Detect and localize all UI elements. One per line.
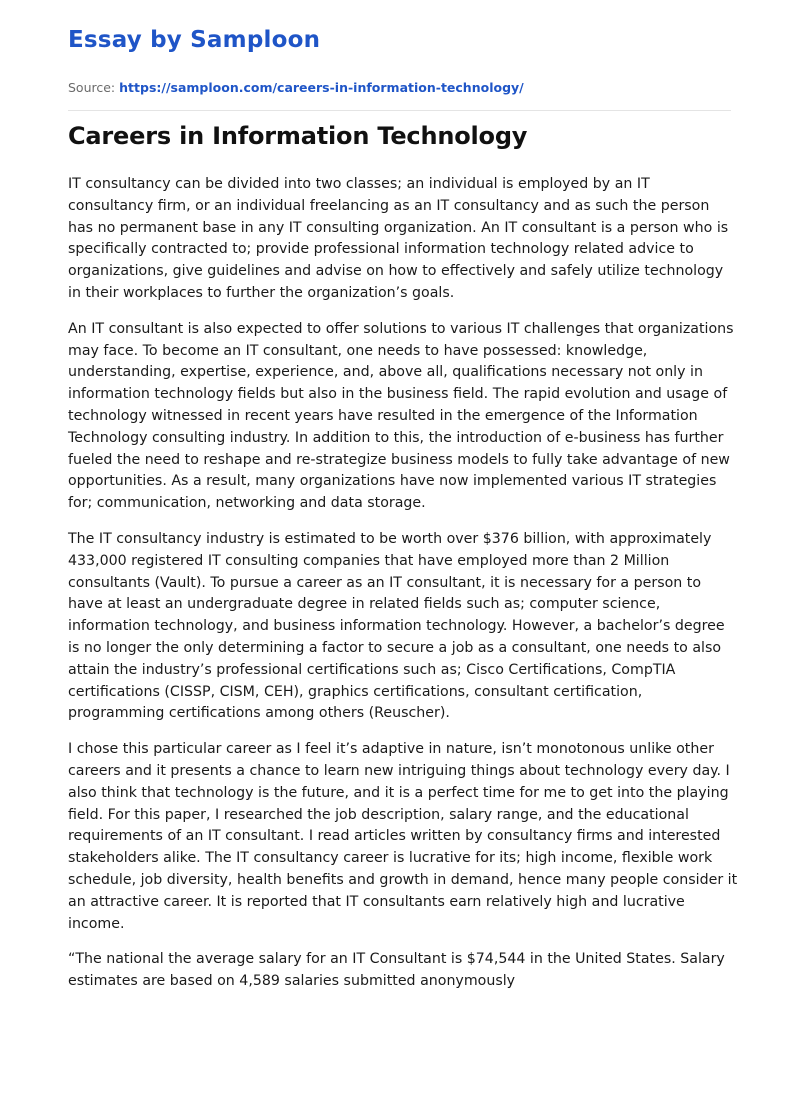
site-brand[interactable]: Essay by Samploon [68,27,321,53]
essay-paragraph: The IT consultancy industry is estimated to be worth over $376 billion, with approximately 433,000 registered IT consulting companies that have employed more than 2 Million consultants (Vault). To pursue a career as an IT consultant, it is necessary for a person to have at least an undergraduate degree in related fields such as; computer science, information technology, and business information technology. However, a bachelor’s degree is no longer the only determining a factor to secure a job as a consultant, one needs to also attain the industry’s professional certifications such as; Cisco Certifications, CompTIA certifications (CISSP, CISM, CEH), graphics certifications, consultant certification, programming certifications among others (Reuscher). [68,530,725,722]
essay-paragraph: IT consultancy can be divided into two classes; an individual is employed by an IT consultancy firm, or an individual freelancing as an IT consultancy and as such the person has no permanent base in any IT consulting organization. An IT consultant is a person who is specifically contracted to; provide professional information technology related advice to organizations, give guidelines and advise on how to effectively and safely utilize technology in their workplaces to further the organization’s goals. [68,176,729,301]
essay-body [68,174,738,993]
source-link[interactable]: https://samploon.com/careers-in-information-technology/ [119,80,524,95]
essay-paragraph: I chose this particular career as I feel it’s adaptive in nature, isn’t monotonous unlike other careers and it presents a chance to learn new intriguing things about technology every day. I also think that technology is the future, and it is a perfect time for me to get into the playing field. For this paper, I researched the job description, salary range, and the educational requirements of an IT consultant. I read articles written by consultancy firms and interested stakeholders alike. The IT consultancy career is lucrative for its; high income, flexible work schedule, job diversity, health benefits and growth in demand, hence many people consider it an attractive career. It is reported that IT consultants earn relatively high and lucrative income. [68,741,738,932]
source-line [68,80,524,95]
source-label: Source: [68,80,116,95]
essay-paragraph: An IT consultant is also expected to offer solutions to various IT challenges that organizations may face. To become an IT consultant, one needs to have possessed: knowledge, understanding, expertise, experience, and, above all, qualifications necessary not only in information technology fields but also in the business field. The rapid evolution and usage of technology witnessed in recent years have resulted in the emergence of the Information Technology consulting industry. In addition to this, the introduction of e-business has further fueled the need to reshape and re-strategize business models to fully take advantage of new opportunities. As a result, many organizations have now implemented various IT strategies for; communication, networking and data storage. [68,320,734,512]
essay-paragraph: “The national the average salary for an IT Consultant is $74,544 in the United States. Salary estimates are based on 4,589 salaries submitted anonymously [68,951,725,990]
header-divider [68,110,731,111]
essay-title: Careers in Information Technology [68,122,528,150]
